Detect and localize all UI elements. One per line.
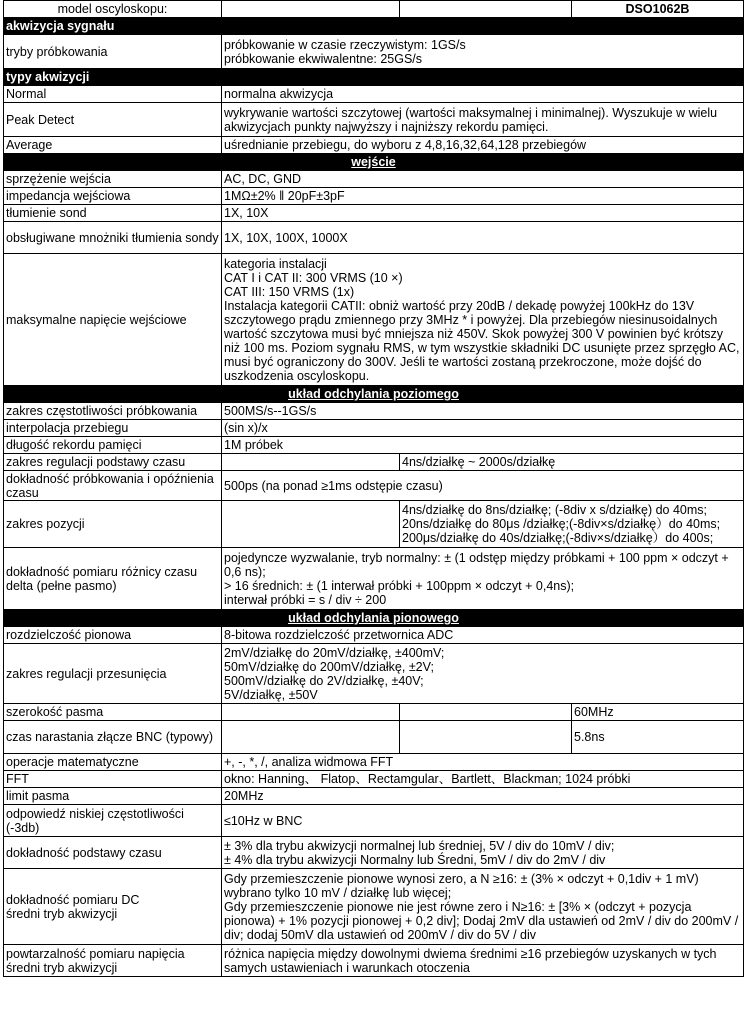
- row-value: Gdy przemieszczenie pionowe wynosi zero, a N ≥16: ± (3% × odczyt + 0,1div + 1 mV) wybrano tylko 10 mV / działkę lub więcej; Gdy przemieszczenie pionowe nie jest równe zero i N≥16: ± [3% × (odczyt + pozycja pionowa) + 1% pozycji pionowej + 0,2 div]; Dodaj 2mV dla ustawień od 2mV / div do 200mV / div; dodaj 50mV dla ustawień od 200mV / div do 5V / div: [222, 869, 744, 945]
- row-value: 1X, 10X: [222, 205, 744, 222]
- section-acq-types: typy akwizycji: [4, 69, 744, 86]
- table-row: [4, 548, 744, 610]
- row-value: 1X, 10X, 100X, 1000X: [222, 222, 744, 254]
- row-label: maksymalne napięcie wejściowe: [4, 254, 222, 386]
- table-row: [4, 788, 744, 805]
- table-row: [4, 869, 744, 945]
- table-row: [4, 103, 744, 137]
- row-value: 500MS/s--1GS/s: [222, 403, 744, 420]
- row-label: interpolacja przebiegu: [4, 420, 222, 437]
- row-value: 4ns/działkę ~ 2000s/działkę: [400, 454, 744, 471]
- row-label: limit pasma: [4, 788, 222, 805]
- row-label: długość rekordu pamięci: [4, 437, 222, 454]
- table-row: [4, 721, 744, 754]
- section-input: wejście: [4, 154, 744, 171]
- row-value: 500ps (na ponad ≥1ms odstępie czasu): [222, 471, 744, 501]
- section-header: [4, 610, 744, 627]
- row-value: pojedyncze wyzwalanie, tryb normalny: ± (1 odstęp między próbkami + 100 ppm × odczyt + 0,6 ns); > 16 średnich: ± (1 interwał próbki + 100ppm × odczyt + 0,4ns); interwał próbki = s / div ÷ 200: [222, 548, 744, 610]
- table-row: [4, 501, 744, 548]
- row-label: dokładność pomiaru różnicy czasu delta (pełne pasmo): [4, 548, 222, 610]
- row-label: odpowiedź niskiej częstotliwości (-3db): [4, 805, 222, 837]
- row-value: (sin x)/x: [222, 420, 744, 437]
- row-label: tryby próbkowania: [4, 35, 222, 69]
- table-row: [4, 171, 744, 188]
- row-value: normalna akwizycja: [222, 86, 744, 103]
- row-label: sprzężenie wejścia: [4, 171, 222, 188]
- table-row: [4, 254, 744, 386]
- table-row: [4, 137, 744, 154]
- table-row: [4, 420, 744, 437]
- table-row: [4, 471, 744, 501]
- table-row: [4, 188, 744, 205]
- row-label: zakres regulacji podstawy czasu: [4, 454, 222, 471]
- section-acquisition: akwizycja sygnału: [4, 18, 744, 35]
- row-label: dokładność próbkowania i opóźnienia czasu: [4, 471, 222, 501]
- row-value: 5.8ns: [572, 721, 744, 754]
- section-header: [4, 18, 744, 35]
- row-value: ± 3% dla trybu akwizycji normalnej lub średniej, 5V / div do 10mV / div; ± 4% dla trybu akwizycji Normalny lub Średni, 5mV / div do 2mV / div: [222, 837, 744, 869]
- row-label: powtarzalność pomiaru napięcia średni tryb akwizycji: [4, 945, 222, 977]
- row-label: szerokość pasma: [4, 704, 222, 721]
- row-label: Average: [4, 137, 222, 154]
- section-vertical: układ odchylania pionowego: [4, 610, 744, 627]
- spec-table: [3, 0, 744, 977]
- table-row: [4, 945, 744, 977]
- row-label: rozdzielczość pionowa: [4, 627, 222, 644]
- table-row: [4, 437, 744, 454]
- section-horizontal: układ odchylania poziomego: [4, 386, 744, 403]
- row-label: dokładność podstawy czasu: [4, 837, 222, 869]
- table-row: [4, 205, 744, 222]
- row-value: różnica napięcia między dowolnymi dwiema średnimi ≥16 przebiegów uzyskanych w tych samych ustawieniach i warunkach otoczenia: [222, 945, 744, 977]
- row-value: 8-bitowa rozdzielczość przetwornica ADC: [222, 627, 744, 644]
- table-row: [4, 86, 744, 103]
- table-row: [4, 754, 744, 771]
- row-value: 4ns/działkę do 8ns/działkę; (-8div x s/działkę) do 40ms; 20ns/działkę do 80μs /działkę;(-8div×s/działkę）do 40ms; 200μs/działkę do 40s/działkę;(-8div×s/działkę）do 400s;: [400, 501, 744, 548]
- table-row: [4, 222, 744, 254]
- row-label: tłumienie sond: [4, 205, 222, 222]
- row-value: wykrywanie wartości szczytowej (wartości maksymalnej i minimalnej). Wyszukuje w wielu akwizycjach punkty najwyższy i najniższy rekordu pamięci.: [222, 103, 744, 137]
- row-label: zakres regulacji przesunięcia: [4, 644, 222, 704]
- row-label: czas narastania złącze BNC (typowy): [4, 721, 222, 754]
- row-label: dokładność pomiaru DC średni tryb akwizycji: [4, 869, 222, 945]
- row-label: operacje matematyczne: [4, 754, 222, 771]
- row-label: FFT: [4, 771, 222, 788]
- row-label: zakres pozycji: [4, 501, 222, 548]
- row-label: Normal: [4, 86, 222, 103]
- row-value: próbkowanie w czasie rzeczywistym: 1GS/s próbkowanie ekwiwalentne: 25GS/s: [222, 35, 744, 69]
- table-row: [4, 35, 744, 69]
- section-header: [4, 154, 744, 171]
- row-value: uśrednianie przebiegu, do wyboru z 4,8,16,32,64,128 przebiegów: [222, 137, 744, 154]
- row-value: 20MHz: [222, 788, 744, 805]
- table-row: [4, 837, 744, 869]
- row-value: AC, DC, GND: [222, 171, 744, 188]
- section-header: [4, 69, 744, 86]
- row-value: 1M próbek: [222, 437, 744, 454]
- table-row: [4, 771, 744, 788]
- model-label: model oscyloskopu:: [4, 1, 222, 18]
- table-row: [4, 1, 744, 18]
- section-header: [4, 386, 744, 403]
- row-label: zakres częstotliwości próbkowania: [4, 403, 222, 420]
- row-label: impedancja wejściowa: [4, 188, 222, 205]
- table-row: [4, 454, 744, 471]
- row-value: 1MΩ±2% ǁ 20pF±3pF: [222, 188, 744, 205]
- row-label: Peak Detect: [4, 103, 222, 137]
- table-row: [4, 403, 744, 420]
- row-value: 2mV/działkę do 20mV/działkę, ±400mV; 50mV/działkę do 200mV/działkę, ±2V; 500mV/działkę do 2V/działkę, ±40V; 5V/działkę, ±50V: [222, 644, 744, 704]
- row-value: 60MHz: [572, 704, 744, 721]
- table-row: [4, 704, 744, 721]
- row-value: okno: Hanning、 Flatop、Rectamgular、Bartlett、Blackman; 1024 próbki: [222, 771, 744, 788]
- row-value: +, -, *, /, analiza widmowa FFT: [222, 754, 744, 771]
- row-value: kategoria instalacji CAT I i CAT II: 300 VRMS (10 ×) CAT III: 150 VRMS (1x) Instalacja kategorii CATII: obniż wartość przy 20dB / dekadę powyżej 100kHz do 13V szczytowego prądu zmiennego przy 3MHz * i powyżej. Dla przebiegów niesinusoidalnych wartość szczytowa musi być mniejsza niż 450V. Skok powyżej 300 V powinien być krótszy niż 100 ms. Poziom sygnału RMS, w tym wszystkie składniki DC usunięte przez sprzęgło AC, musi być ograniczony do 300V. Jeśli te wartości zostaną przekroczone, może dojść do uszkodzenia oscyloskopu.: [222, 254, 744, 386]
- table-row: [4, 805, 744, 837]
- model-value: DSO1062B: [572, 1, 744, 18]
- row-label: obsługiwane mnożniki tłumienia sondy: [4, 222, 222, 254]
- table-row: [4, 627, 744, 644]
- table-row: [4, 644, 744, 704]
- row-value: ≤10Hz w BNC: [222, 805, 744, 837]
